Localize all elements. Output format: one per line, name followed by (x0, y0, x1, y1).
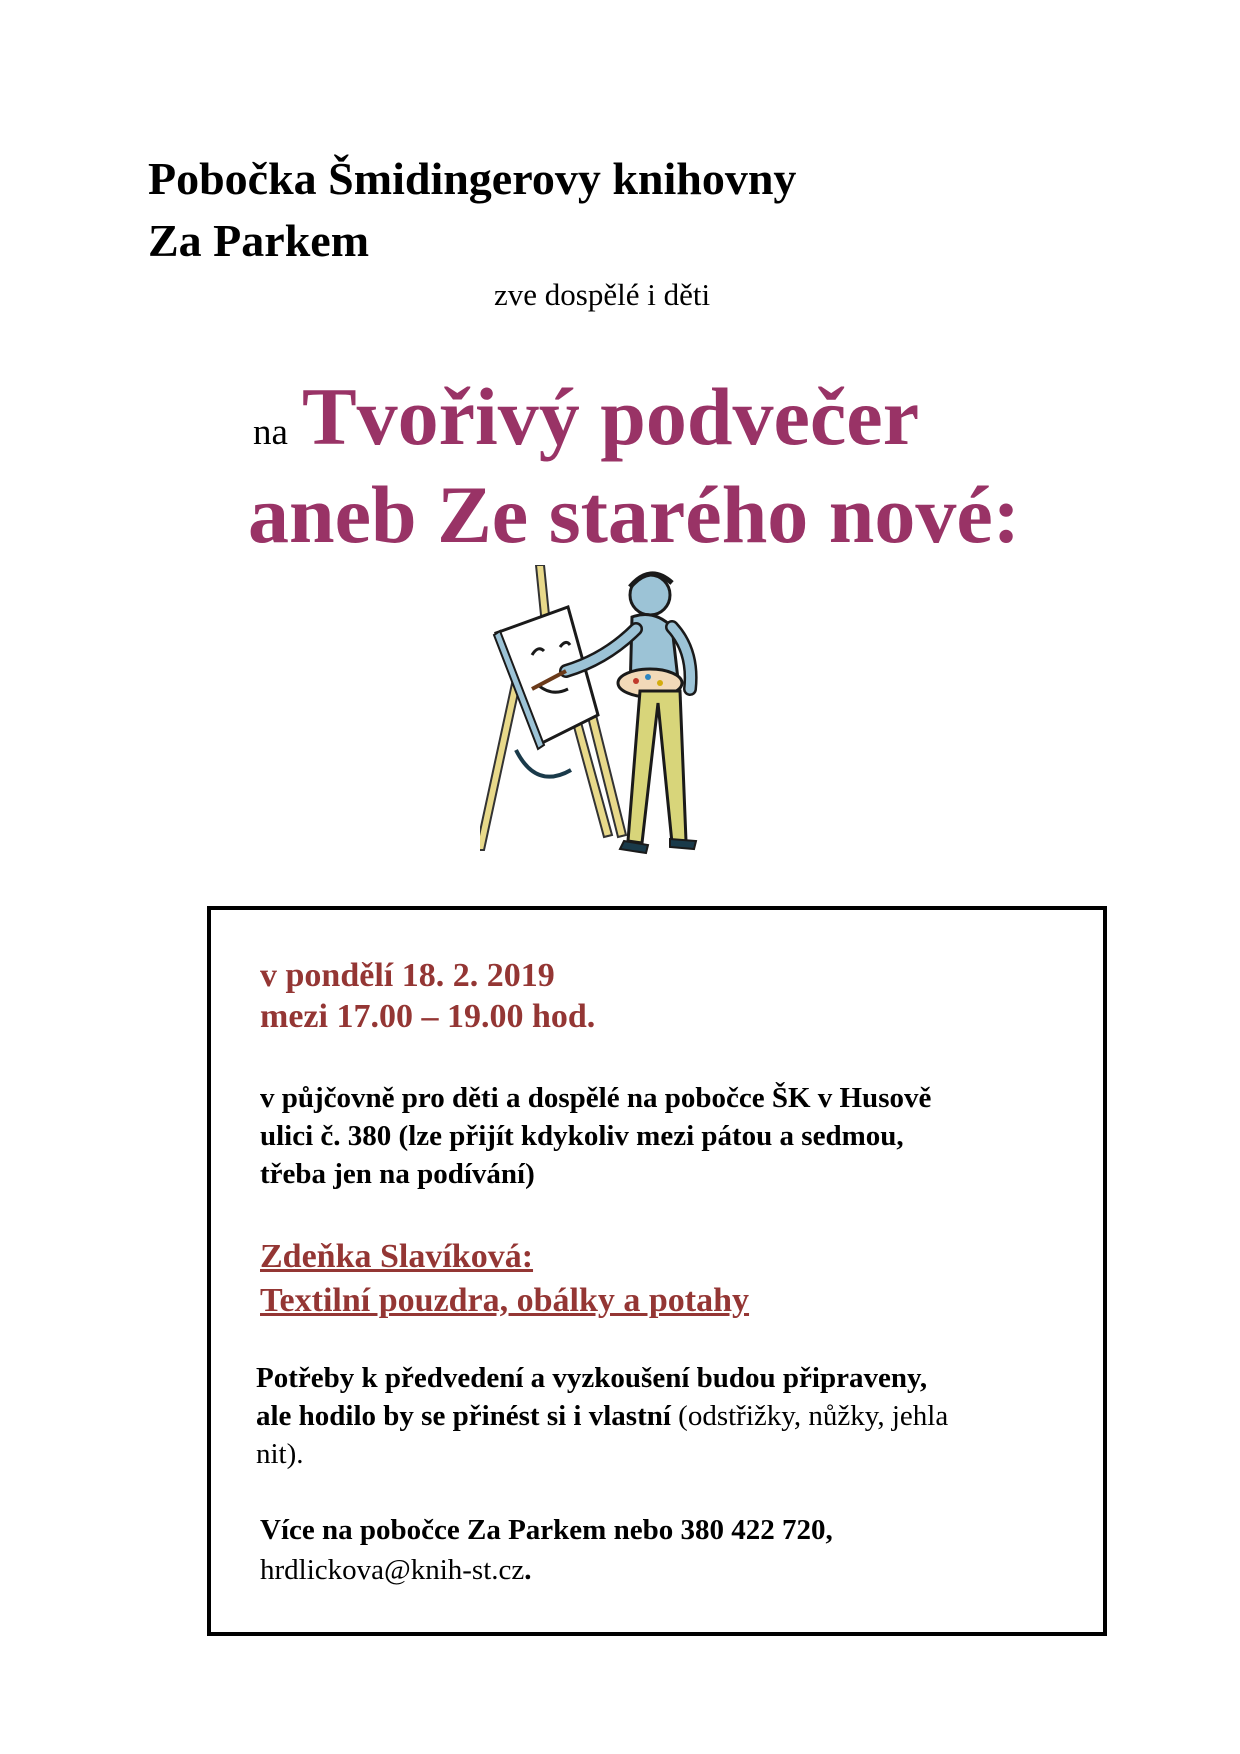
venue-line: v půjčovně pro děti a dospělé na pobočce ŠK v Husově (260, 1082, 932, 1114)
invite-text: zve dospělé i děti (494, 277, 711, 312)
workshop-author: Zdeňka Slavíková: (260, 1238, 534, 1275)
contact-email[interactable]: hrdlickova@knih-st.cz (260, 1554, 525, 1586)
event-time: mezi 17.00 – 19.00 hod. (260, 998, 596, 1035)
workshop-topic: Textilní pouzdra, obálky a potahy (260, 1282, 750, 1319)
easel-crossbar (516, 750, 571, 777)
supplies-note-line: Potřeby k předvedení a vyzkoušení budou připraveny, (256, 1362, 928, 1394)
branch-name: Za Parkem (148, 215, 370, 266)
supplies-note-rest: (odstřižky, nůžky, jehla (670, 1400, 949, 1432)
event-title: Tvořivý podvečer (301, 371, 920, 462)
contact-line: Více na pobočce Za Parkem nebo 380 422 720, (260, 1514, 833, 1546)
contact-email-line (260, 1554, 532, 1587)
painter-legs (628, 691, 686, 843)
venue-line: třeba jen na podívání) (260, 1158, 535, 1190)
event-subtitle: aneb Ze starého nové: (248, 469, 1021, 560)
event-title-row (253, 370, 919, 464)
supplies-note-line (256, 1400, 948, 1433)
supplies-note-bold: ale hodilo by se přinést si i vlastní (256, 1400, 671, 1432)
contact-end: . (524, 1554, 532, 1586)
title-prefix: na (253, 412, 288, 453)
supplies-note-line: nit). (256, 1438, 304, 1470)
venue-line: ulici č. 380 (lze přijít kdykoliv mezi pátou a sedmou, (260, 1120, 904, 1152)
library-name: Pobočka Šmidingerovy knihovny (148, 153, 797, 204)
event-date: v pondělí 18. 2. 2019 (260, 957, 555, 994)
painter-at-easel-icon (480, 565, 800, 865)
